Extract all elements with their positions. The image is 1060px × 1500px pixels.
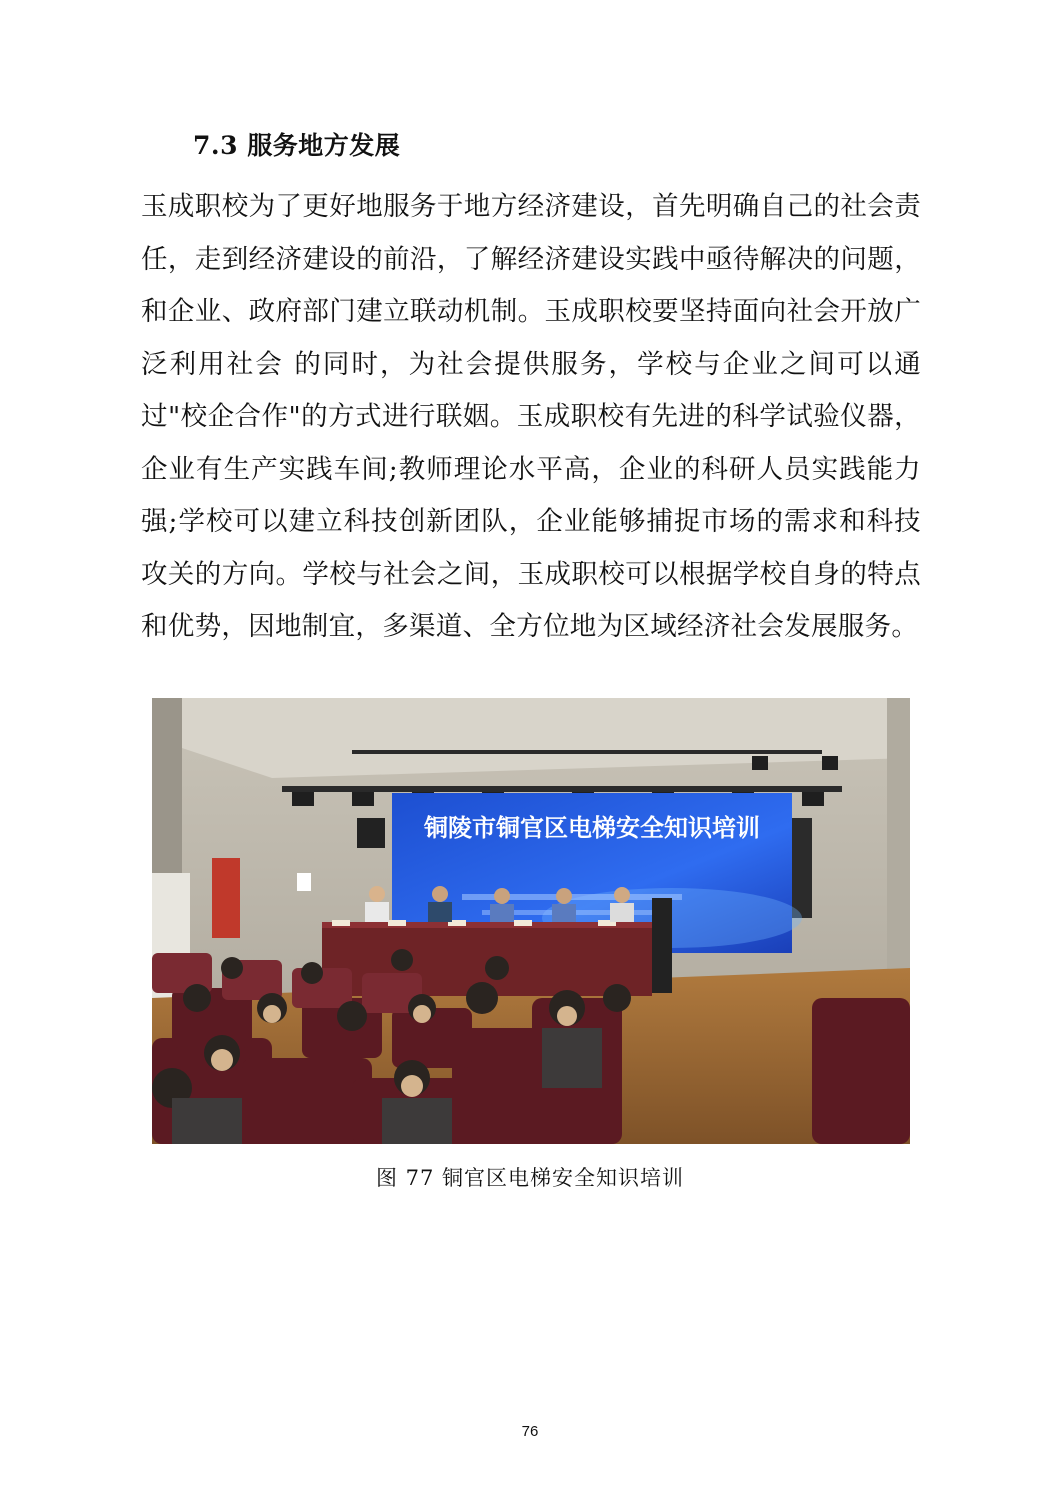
training-photo xyxy=(152,698,910,1144)
screen-title: 铜陵市铜官区电梯安全知识培训 xyxy=(424,814,760,842)
page-number: 76 xyxy=(521,1423,539,1440)
figure-caption: 图 77 铜官区电梯安全知识培训 xyxy=(375,1166,685,1190)
section-heading: 7.3 服务地方发展 xyxy=(193,131,401,160)
body-paragraph: 玉成职校为了更好地服务于地方经济建设，首先明确自己的社会责任，走到经济建设的前沿，了解经济建设实践中亟待解决的问题，和企业、政府部门建立联动机制。玉成职校要坚持面向社会开放广泛利用社会 的同时，为社会提供服务，学校与企业之间可以通过"校企合作"的方式进行联姻。玉成职校有先进的科学试验仪器，企业有生产实践车间;教师理论水平高，企业的科研人员实践能力强;学校可以建立科技创新团队，企业能够捕捉市场的需求和科技攻关的方向。学校与社会之间，玉成职校可以根据学校自身的特点和优势，因地制宜，多渠道、全方位地为区域经济社会发展服务。 xyxy=(141,191,921,642)
